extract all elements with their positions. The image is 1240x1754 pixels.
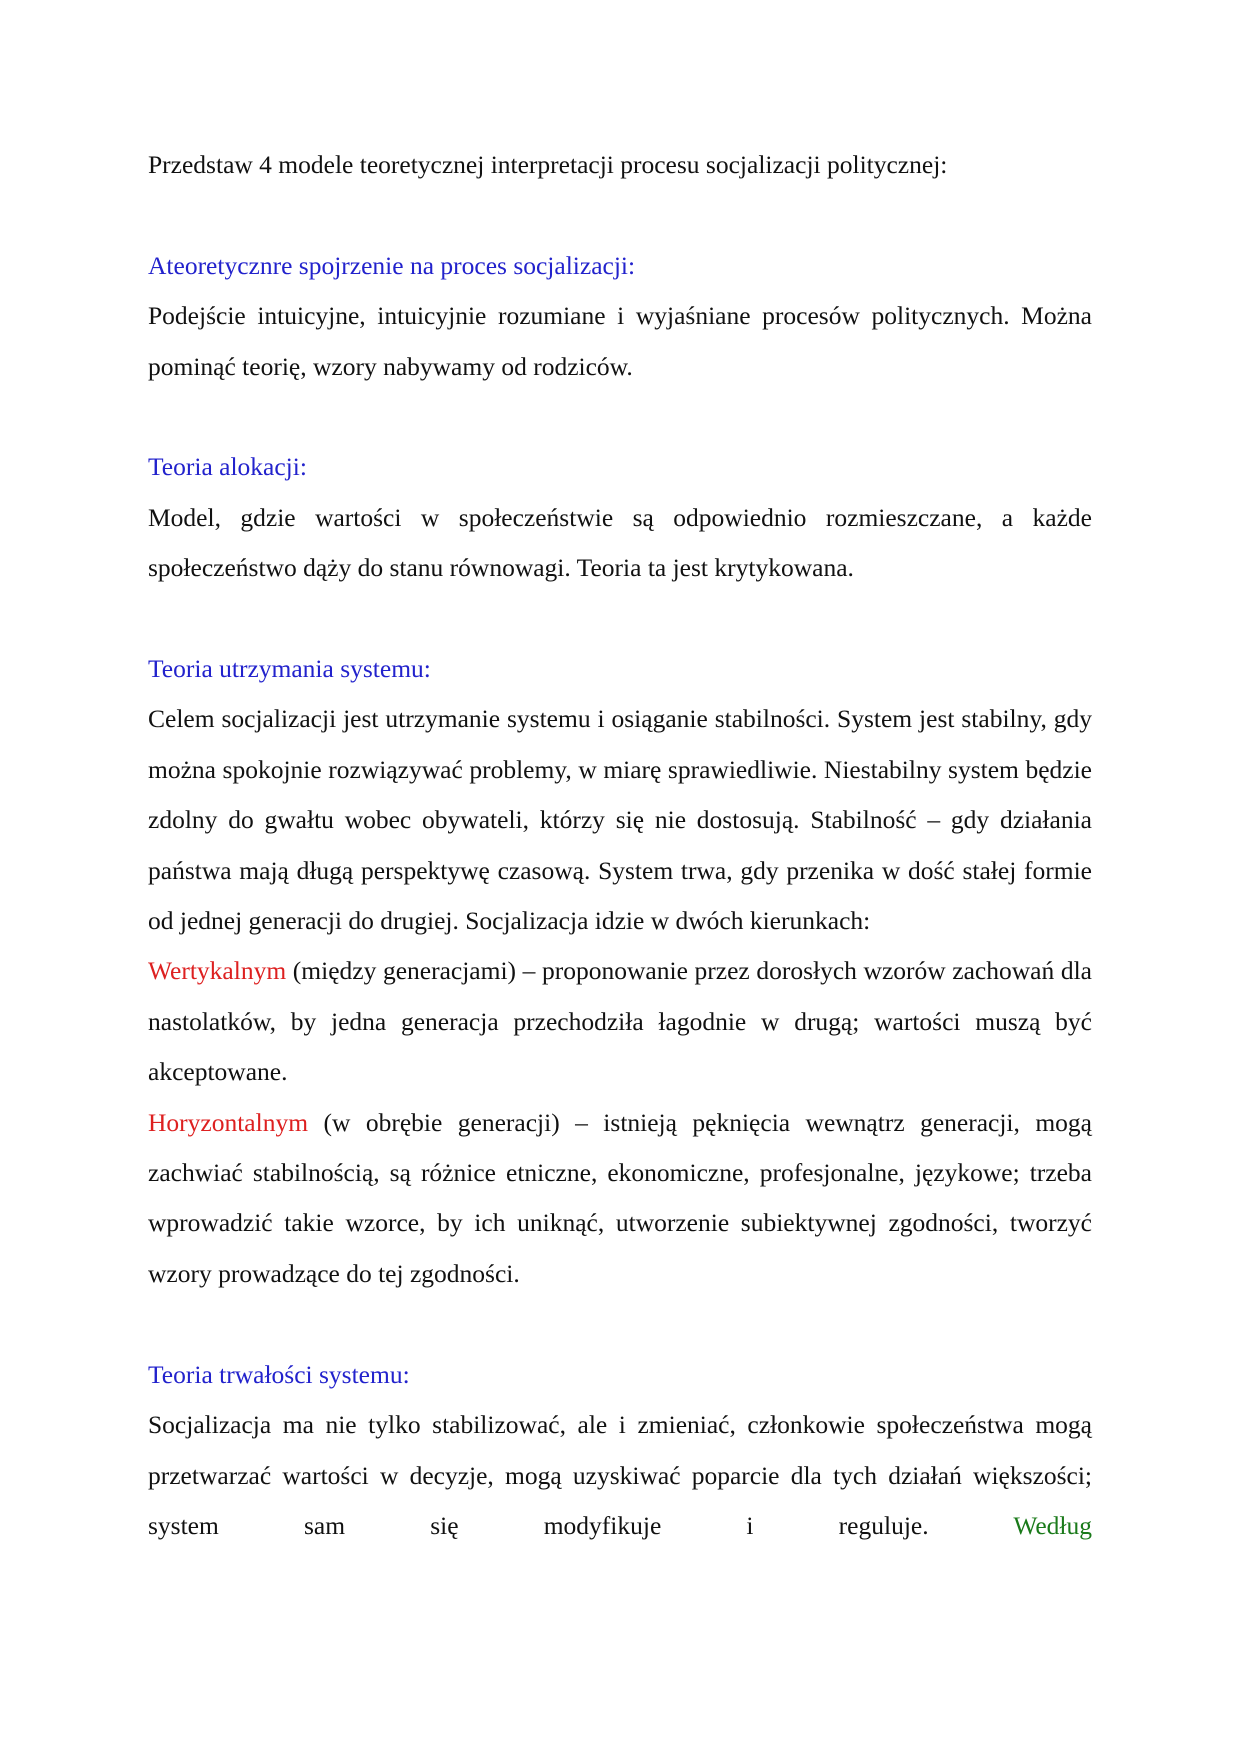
spacer xyxy=(148,190,1092,240)
spacer xyxy=(148,594,1092,644)
spacer xyxy=(148,1299,1092,1349)
trailing-word: Według xyxy=(1013,1510,1092,1540)
spacer xyxy=(148,392,1092,442)
section-heading-ateoretyczne: Ateoretycznre spojrzenie na proces socjalizacji: xyxy=(148,250,636,280)
term-horyzontalnym: Horyzontalnym xyxy=(148,1107,309,1137)
intro-text: Przedstaw 4 modele teoretycznej interpretacji procesu socjalizacji politycznej: xyxy=(148,150,948,179)
section-body-alokacji: Model, gdzie wartości w społeczeństwie są odpowiednio rozmieszczane, a każde społeczeństwo dąży do stanu równowagi. Teoria ta jest krytykowana. xyxy=(148,502,1092,583)
term-wertykalnym: Wertykalnym xyxy=(148,956,287,986)
document-page xyxy=(148,140,1092,1551)
horizontal-description: (w obrębie generacji) – istnieją pęknięcia wewnątrz generacji, mogą zachwiać stabilnością, są różnice etniczne, ekonomiczne, profesjonalne, językowe; trzeba wprowadzić takie wzorce, by ich uniknąć, utworzenie subiektywnej zgodności, tworzyć wzory prowadzące do tej zgodności. xyxy=(148,1107,1092,1288)
section-body-trwalosci xyxy=(148,1400,1092,1551)
section-body-ateoretyczne: Podejście intuicyjne, intuicyjnie rozumiane i wyjaśniane procesów politycznych. Można pominąć teorię, wzory nabywamy od rodziców. xyxy=(148,301,1092,381)
vertical-description: (między generacjami) – proponowanie przez dorosłych wzorów zachowań dla nastolatków, by jedna generacja przechodziła łagodnie w drugą; wartości muszą być akceptowane. xyxy=(148,956,1092,1087)
section-heading-alokacji: Teoria alokacji: xyxy=(148,452,307,482)
section-body-utrzymania: Celem socjalizacji jest utrzymanie systemu i osiąganie stabilności. System jest stabilny, gdy można spokojnie rozwiązywać problemy, w miarę sprawiedliwie. Niestabilny system będzie zdolny do gwałtu wobec obywateli, którzy się nie dostosują. Stabilność – gdy działania państwa mają długą perspektywę czasową. System trwa, gdy przenika w dość stałej formie od jednej generacji do drugiej. Socjalizacja idzie w dwóch kierunkach: xyxy=(148,704,1092,936)
trwalosci-text: Socjalizacja ma nie tylko stabilizować, ale i zmieniać, członkowie społeczeństwa mogą przetwarzać wartości w decyzje, mogą uzyskiwać poparcie dla tych działań większości; system sam się modyfikuje i reguluje. xyxy=(148,1410,1092,1540)
vertical-paragraph xyxy=(148,946,1092,1097)
section-heading-utrzymania: Teoria utrzymania systemu: xyxy=(148,654,431,684)
horizontal-paragraph xyxy=(148,1098,1092,1300)
section-heading-trwalosci: Teoria trwałości systemu: xyxy=(148,1359,410,1389)
